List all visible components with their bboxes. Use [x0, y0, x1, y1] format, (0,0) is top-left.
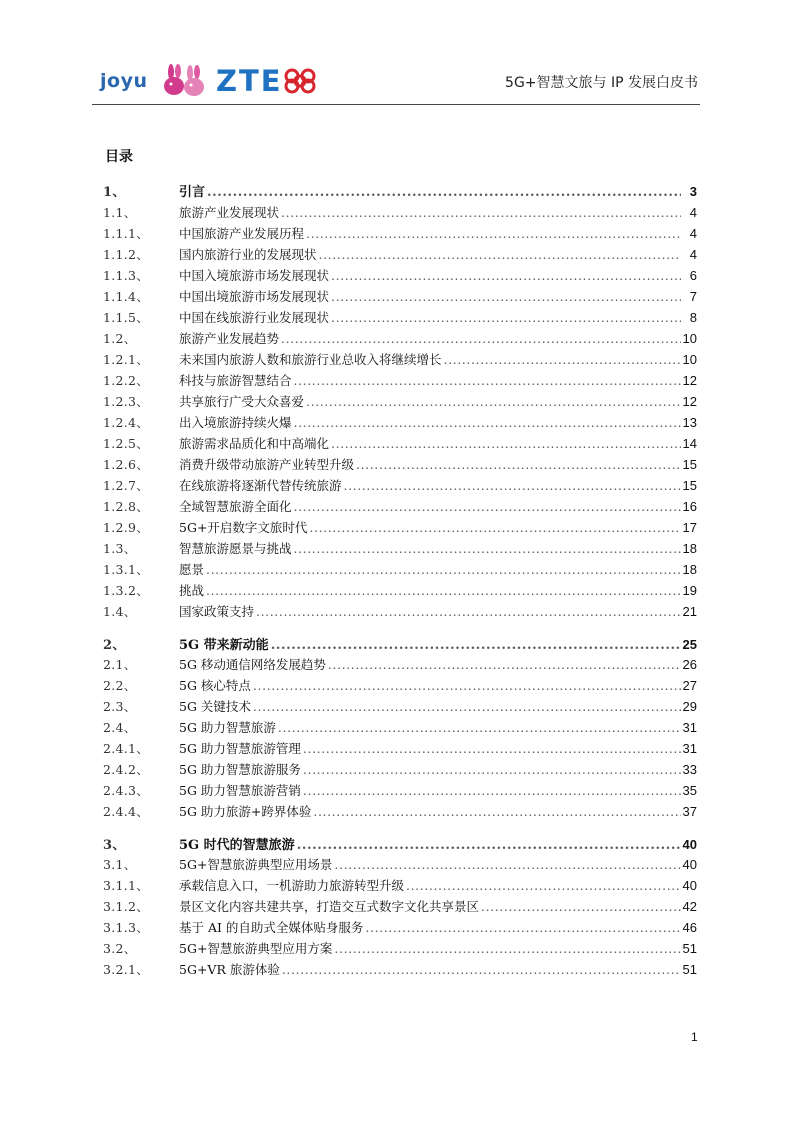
toc-entry-title: 中国在线旅游行业发展现状 — [179, 310, 330, 325]
toc-entry-page: 25 — [682, 637, 697, 652]
toc-entry-title: 愿景 — [179, 562, 205, 577]
toc-entry-page: 29 — [682, 699, 697, 714]
rabbit-logo-icon — [157, 64, 209, 102]
toc-leader-dots — [303, 783, 681, 798]
toc-entry[interactable] — [103, 655, 697, 675]
toc-entry-page: 51 — [682, 962, 697, 977]
toc-entry-page: 18 — [682, 541, 697, 556]
toc-leader-dots — [206, 562, 681, 577]
toc-entry-page: 33 — [682, 762, 697, 777]
toc-entry-page: 18 — [682, 562, 697, 577]
toc-entry-number: 2.4.1、 — [103, 741, 150, 756]
toc-entry-number: 1.4、 — [103, 604, 137, 619]
toc-entry[interactable] — [103, 560, 697, 580]
toc-entry[interactable] — [103, 518, 697, 538]
toc-entry-title: 5G 助力旅游+跨界体验 — [179, 804, 312, 819]
toc-entry-number: 1.3.2、 — [103, 583, 150, 598]
toc-entry-page: 13 — [682, 415, 697, 430]
toc-entry[interactable] — [103, 539, 697, 559]
toc-entry[interactable] — [103, 802, 697, 822]
toc-entry-page: 46 — [682, 920, 697, 935]
page-number: 1 — [691, 1030, 698, 1044]
toc-leader-dots — [306, 394, 681, 409]
toc-entry-page: 17 — [682, 520, 697, 535]
toc-leader-dots — [313, 804, 680, 819]
toc-entry[interactable] — [103, 371, 697, 391]
toc-chapter-entry[interactable] — [103, 834, 697, 854]
toc-entry-page: 40 — [682, 837, 697, 852]
toc-entry-page: 7 — [689, 289, 697, 304]
toc-entry-page: 42 — [682, 899, 697, 914]
toc-entry-page: 51 — [682, 941, 697, 956]
toc-entry-number: 1.2.9、 — [103, 520, 150, 535]
toc-entry-page: 16 — [682, 499, 697, 514]
toc-entry-page: 26 — [682, 657, 697, 672]
toc-entry-number: 3.2.1、 — [103, 962, 150, 977]
toc-entry-page: 6 — [689, 268, 697, 283]
toc-leader-dots — [207, 185, 681, 200]
toc-entry-title: 基于 AI 的自助式全媒体贴身服务 — [179, 920, 364, 935]
toc-entry-title: 5G 助力智慧旅游服务 — [179, 762, 301, 777]
toc-entry-number: 1、 — [103, 185, 126, 200]
toc-entry-title: 5G+智慧旅游典型应用场景 — [179, 857, 333, 872]
toc-entry-page: 12 — [682, 373, 697, 388]
toc-entry-page: 4 — [689, 247, 697, 262]
toc-entry-title: 在线旅游将逐渐代替传统旅游 — [179, 478, 342, 493]
toc-entry-number: 2.4.4、 — [103, 804, 150, 819]
toc-entry-number: 2.4.3、 — [103, 783, 150, 798]
toc-entry-page: 40 — [682, 878, 697, 893]
toc-entry[interactable] — [103, 602, 697, 622]
toc-entry-page: 15 — [682, 457, 697, 472]
toc-entry-title: 5G 助力智慧旅游营销 — [179, 783, 301, 798]
document-title: 5G+智慧文旅与 IP 发展白皮书 — [505, 75, 698, 91]
toc-entry[interactable] — [103, 855, 697, 875]
toc-entry-page: 10 — [682, 331, 697, 346]
toc-entry[interactable] — [103, 413, 697, 433]
toc-entry-title: 旅游需求品质化和中高端化 — [179, 436, 330, 451]
toc-entry[interactable] — [103, 245, 697, 265]
toc-leader-dots — [365, 920, 680, 935]
toc-entry-page: 27 — [682, 678, 697, 693]
toc-entry-number: 2.4.2、 — [103, 762, 150, 777]
toc-entry-title: 旅游产业发展现状 — [179, 205, 280, 220]
toc-entry-number: 2.3、 — [103, 699, 137, 714]
toc-entry-title: 承载信息入口，一机游助力旅游转型升级 — [179, 878, 405, 893]
toc-entry[interactable] — [103, 392, 697, 412]
toc-entry-title: 消费升级带动旅游产业转型升级 — [179, 457, 355, 472]
toc-entry-number: 1.3、 — [103, 541, 137, 556]
toc-entry-title: 出入境旅游持续火爆 — [179, 415, 292, 430]
toc-entry-number: 1.2.7、 — [103, 478, 150, 493]
toc-entry-title: 智慧旅游愿景与挑战 — [179, 541, 292, 556]
toc-leader-dots — [206, 583, 681, 598]
toc-entry-title: 引言 — [179, 185, 206, 200]
toc-entry[interactable] — [103, 897, 697, 917]
toc-leader-dots — [344, 478, 681, 493]
toc-leader-dots — [294, 541, 681, 556]
toc-entry-number: 1.2.3、 — [103, 394, 150, 409]
toc-entry-number: 1.1.2、 — [103, 247, 150, 262]
toc-leader-dots — [271, 638, 681, 653]
toc-entry-title: 未来国内旅游人数和旅游行业总收入将继续增长 — [179, 352, 442, 367]
toc-entry[interactable] — [103, 781, 697, 801]
toc-entry-title: 中国出境旅游市场发展现状 — [179, 289, 330, 304]
toc-entry[interactable] — [103, 718, 697, 738]
toc-entry-number: 1.1.4、 — [103, 289, 150, 304]
china-unicom-knot-icon — [280, 66, 320, 100]
toc-entry[interactable] — [103, 739, 697, 759]
toc-entry[interactable] — [103, 476, 697, 496]
toc-entry-number: 1.2.5、 — [103, 436, 150, 451]
toc-entry-title: 5G 助力智慧旅游 — [179, 720, 276, 735]
toc-leader-dots — [356, 457, 681, 472]
toc-entry[interactable] — [103, 939, 697, 959]
toc-entry[interactable] — [103, 308, 697, 328]
toc-leader-dots — [282, 962, 681, 977]
toc-entry-title: 5G 助力智慧旅游管理 — [179, 741, 301, 756]
toc-entry-page: 40 — [682, 857, 697, 872]
toc-entry-title: 挑战 — [179, 583, 205, 598]
toc-entry[interactable] — [103, 676, 697, 696]
toc-leader-dots — [253, 699, 681, 714]
toc-entry-page: 3 — [689, 184, 697, 199]
toc-entry-number: 3.1、 — [103, 857, 137, 872]
toc-leader-dots — [278, 720, 681, 735]
toc-entry-title: 5G+VR 旅游体验 — [179, 962, 280, 977]
toc-chapter-entry[interactable] — [103, 634, 697, 654]
toc-heading: 目录 — [105, 149, 133, 165]
toc-entry-title: 国家政策支持 — [179, 604, 255, 619]
toc-entry-title: 中国入境旅游市场发展现状 — [179, 268, 330, 283]
toc-chapter-entry[interactable] — [103, 181, 697, 201]
toc-entry-page: 4 — [689, 226, 697, 241]
page-header — [92, 58, 700, 105]
toc-leader-dots — [319, 247, 681, 262]
toc-entry-number: 1.1.5、 — [103, 310, 150, 325]
toc-leader-dots — [253, 678, 681, 693]
toc-entry-page: 15 — [682, 478, 697, 493]
toc-entry-number: 3.1.1、 — [103, 878, 150, 893]
toc-entry-number: 3.1.3、 — [103, 920, 150, 935]
toc-entry-number: 1.3.1、 — [103, 562, 150, 577]
toc-leader-dots — [328, 657, 681, 672]
toc-leader-dots — [294, 373, 681, 388]
toc-leader-dots — [294, 415, 681, 430]
toc-entry[interactable] — [103, 918, 697, 938]
toc-entry-number: 1.1.1、 — [103, 226, 150, 241]
toc-leader-dots — [294, 499, 681, 514]
toc-leader-dots — [281, 331, 681, 346]
toc-entry-number: 1.1、 — [103, 205, 137, 220]
toc-entry[interactable] — [103, 329, 697, 349]
toc-entry[interactable] — [103, 760, 697, 780]
toc-entry-number: 1.2.2、 — [103, 373, 150, 388]
toc-entry-page: 8 — [689, 310, 697, 325]
toc-entry[interactable] — [103, 960, 697, 980]
zte-logo: ZTE — [216, 64, 283, 98]
toc-entry-number: 3.2、 — [103, 941, 137, 956]
toc-leader-dots — [444, 352, 681, 367]
toc-entry-title: 5G+开启数字文旅时代 — [179, 520, 308, 535]
toc-entry-title: 5G 移动通信网络发展趋势 — [179, 657, 326, 672]
toc-entry[interactable] — [103, 224, 697, 244]
toc-entry-number: 1.2.6、 — [103, 457, 150, 472]
toc-leader-dots — [309, 520, 680, 535]
toc-entry-page: 31 — [682, 720, 697, 735]
toc-leader-dots — [331, 310, 681, 325]
toc-entry-title: 5G 核心特点 — [179, 678, 251, 693]
toc-entry-page: 10 — [682, 352, 697, 367]
toc-leader-dots — [306, 226, 681, 241]
toc-entry-number: 1.2.4、 — [103, 415, 150, 430]
toc-entry-title: 5G 关键技术 — [179, 699, 251, 714]
toc-entry-number: 2.4、 — [103, 720, 137, 735]
toc-entry-title: 国内旅游行业的发展现状 — [179, 247, 317, 262]
toc-entry[interactable] — [103, 497, 697, 517]
joyu-logo: joyu — [100, 70, 148, 92]
toc-entry-number: 3.1.2、 — [103, 899, 150, 914]
toc-entry-number: 1.2.8、 — [103, 499, 150, 514]
toc-entry-page: 21 — [682, 604, 697, 619]
toc-entry-page: 35 — [682, 783, 697, 798]
toc-entry[interactable] — [103, 434, 697, 454]
toc-entry-number: 2.2、 — [103, 678, 137, 693]
toc-leader-dots — [334, 857, 680, 872]
toc-leader-dots — [303, 762, 681, 777]
toc-entry-number: 2、 — [103, 638, 126, 653]
toc-entry[interactable] — [103, 876, 697, 896]
toc-entry-number: 3、 — [103, 838, 126, 853]
toc-entry-number: 2.1、 — [103, 657, 137, 672]
toc-entry-number: 1.2、 — [103, 331, 137, 346]
toc-entry-page: 14 — [682, 436, 697, 451]
toc-entry[interactable] — [103, 203, 697, 223]
toc-entry-page: 37 — [682, 804, 697, 819]
toc-entry[interactable] — [103, 350, 697, 370]
toc-entry[interactable] — [103, 697, 697, 717]
toc-entry-title: 5G+智慧旅游典型应用方案 — [179, 941, 333, 956]
toc-entry-title: 5G 带来新动能 — [179, 638, 269, 653]
toc-leader-dots — [303, 741, 681, 756]
toc-leader-dots — [331, 268, 681, 283]
toc-entry-title: 全域智慧旅游全面化 — [179, 499, 292, 514]
toc-entry-number: 1.2.1、 — [103, 352, 150, 367]
toc-entry-page: 12 — [682, 394, 697, 409]
toc-leader-dots — [331, 436, 681, 451]
toc-entry-title: 科技与旅游智慧结合 — [179, 373, 292, 388]
toc-leader-dots — [297, 838, 681, 853]
toc-entry-title: 中国旅游产业发展历程 — [179, 226, 305, 241]
toc-entry-title: 共享旅行广受大众喜爱 — [179, 394, 305, 409]
toc-leader-dots — [281, 205, 681, 220]
toc-entry[interactable] — [103, 455, 697, 475]
toc-entry-title: 5G 时代的智慧旅游 — [179, 838, 295, 853]
toc-entry-title: 景区文化内容共建共享，打造交互式数字文化共享景区 — [179, 899, 480, 914]
toc-entry[interactable] — [103, 266, 697, 286]
toc-leader-dots — [406, 878, 681, 893]
toc-entry-page: 19 — [682, 583, 697, 598]
toc-entry-page: 4 — [689, 205, 697, 220]
toc-entry[interactable] — [103, 287, 697, 307]
toc-leader-dots — [256, 604, 681, 619]
toc-entry-title: 旅游产业发展趋势 — [179, 331, 280, 346]
toc-entry-page: 31 — [682, 741, 697, 756]
toc-entry[interactable] — [103, 581, 697, 601]
toc-leader-dots — [334, 941, 680, 956]
toc-leader-dots — [481, 899, 681, 914]
toc-leader-dots — [331, 289, 681, 304]
toc-entry-number: 1.1.3、 — [103, 268, 150, 283]
